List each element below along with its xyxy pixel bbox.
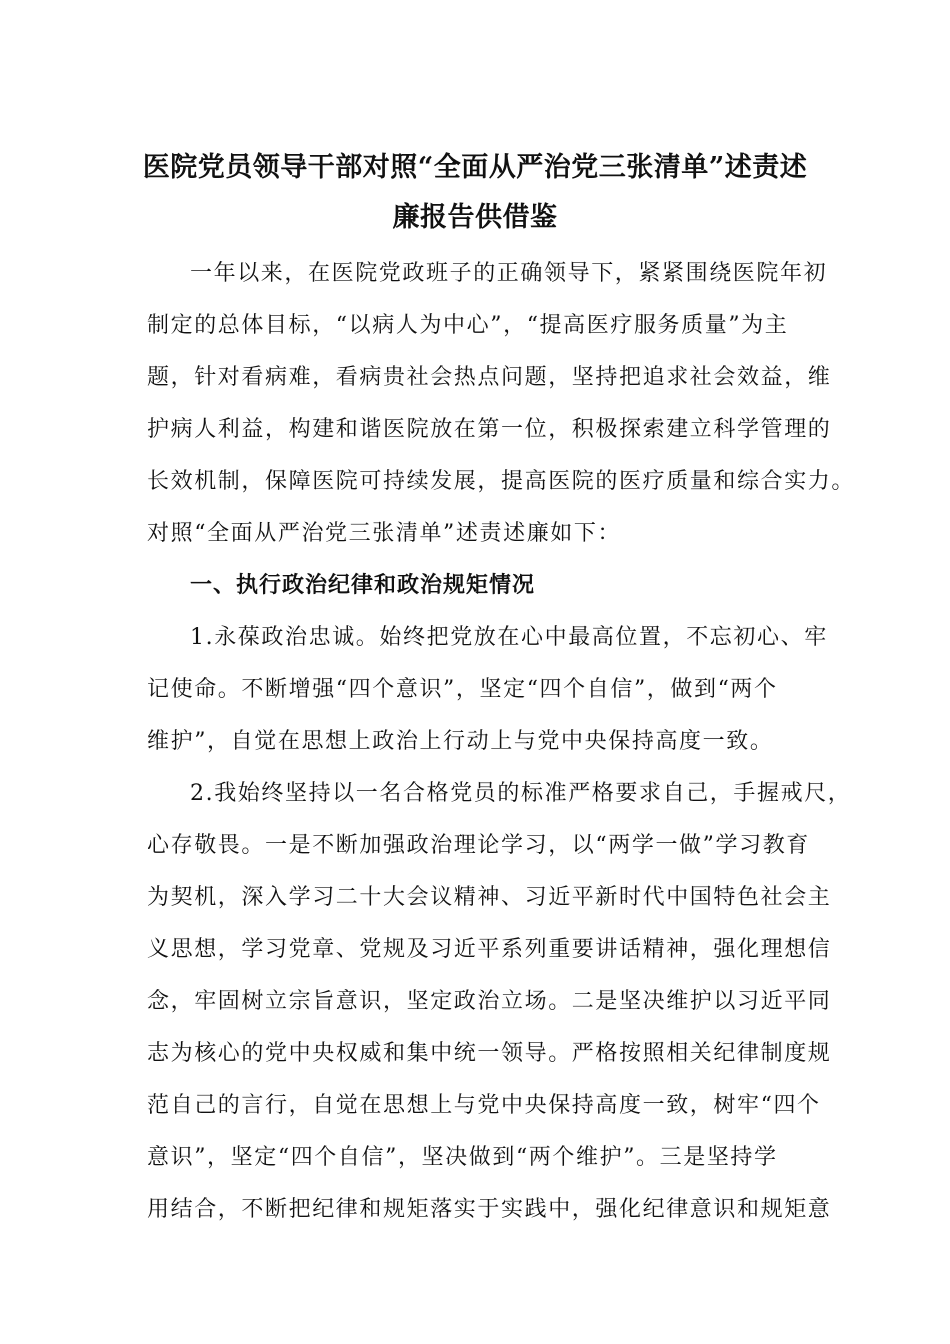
paragraph-line: 义思想，学习党章、党规及习近平系列重要讲话精神，强化理想信	[147, 937, 832, 962]
paragraph-line: 2.我始终坚持以一名合格党员的标准严格要求自己，手握戒尺，	[190, 781, 852, 806]
paragraph-line: 1.永葆政治忠诚。始终把党放在心中最高位置，不忘初心、牢	[190, 625, 828, 650]
paragraph-line: 对照“全面从严治党三张清单”述责述廉如下：	[147, 521, 622, 546]
section-heading: 一、执行政治纪律和政治规矩情况	[190, 573, 536, 598]
paragraph-line: 题，针对看病难，看病贵社会热点问题，坚持把追求社会效益，维	[147, 365, 832, 390]
paragraph-line: 一年以来，在医院党政班子的正确领导下，紧紧围绕医院年初	[190, 261, 828, 286]
paragraph-line: 维护”，自觉在思想上政治上行动上与党中央保持高度一致。	[147, 729, 774, 754]
paragraph-line: 念，牢固树立宗旨意识，坚定政治立场。二是坚决维护以习近平同	[147, 989, 832, 1014]
paragraph-line: 为契机，深入学习二十大会议精神、习近平新时代中国特色社会主	[147, 885, 832, 910]
paragraph-line: 范自己的言行，自觉在思想上与党中央保持高度一致，树牢“四个	[147, 1093, 821, 1118]
document-title-line-1: 医院党员领导干部对照“全面从严治党三张清单”述责述	[142, 152, 808, 183]
paragraph-line: 意识”，坚定“四个自信”，坚决做到“两个维护”。三是坚持学	[147, 1145, 778, 1170]
paragraph-line: 志为核心的党中央权威和集中统一领导。严格按照相关纪律制度规	[147, 1041, 832, 1066]
paragraph-line: 长效机制，保障医院可持续发展，提高医院的医疗质量和综合实力。	[147, 469, 856, 494]
paragraph-line: 记使命。不断增强“四个意识”，坚定“四个自信”，做到“两个	[147, 677, 778, 702]
paragraph-line: 用结合，不断把纪律和规矩落实于实践中，强化纪律意识和规矩意	[147, 1197, 832, 1222]
paragraph-line: 心存敬畏。一是不断加强政治理论学习，以“两学一做”学习教育	[147, 833, 810, 858]
document-title-line-2: 廉报告供借鉴	[392, 202, 558, 233]
paragraph-line: 护病人利益，构建和谐医院放在第一位，积极探索建立科学管理的	[147, 417, 832, 442]
paragraph-line: 制定的总体目标，“以病人为中心”，“提高医疗服务质量”为主	[147, 313, 789, 338]
